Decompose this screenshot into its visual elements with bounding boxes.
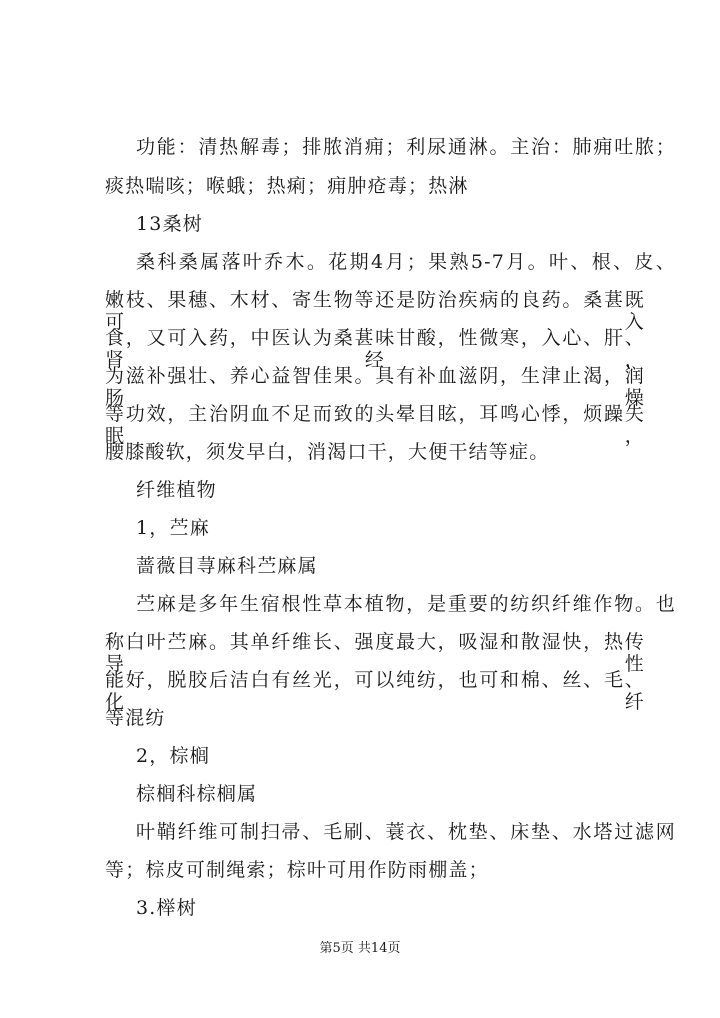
section-heading: 纤维植物 bbox=[136, 479, 217, 501]
section-heading: 13桑树 bbox=[136, 213, 203, 235]
section-heading: 2，棕榈 bbox=[136, 745, 210, 767]
text-line: 桑科桑属落叶乔木。花期4月；果熟5-7月。叶、根、皮、 bbox=[136, 251, 676, 273]
text-line: 蔷薇目荨麻科苎麻属 bbox=[136, 555, 318, 577]
section-heading: 3.榉树 bbox=[136, 897, 197, 919]
text-line: 等功效，主治阴血不足而致的头晕目眩，耳鸣心悸，烦躁失眠， bbox=[105, 403, 645, 447]
text-line: 能好，脱胶后洁白有丝光，可以纯纺，也可和棉、丝、毛、化纤 bbox=[105, 669, 645, 713]
text-line: 食，又可入药，中医认为桑葚味甘酸，性微寒，入心、肝、肾经， bbox=[105, 327, 645, 371]
text-line: 称白叶苎麻。其单纤维长、强度最大，吸湿和散湿快，热传导性 bbox=[105, 631, 645, 675]
page-footer: 第5页 共14页 bbox=[319, 941, 401, 956]
text-line: 功能：清热解毒；排脓消痈；利尿通淋。主治：肺痈吐脓； bbox=[136, 136, 676, 158]
text-line: 痰热喘咳；喉蛾；热痢；痈肿疮毒；热淋 bbox=[105, 175, 469, 197]
text-line: 等混纺 bbox=[105, 707, 166, 729]
text-line: 棕榈科棕榈属 bbox=[136, 783, 258, 805]
text-line: 等；棕皮可制绳索；棕叶可用作防雨棚盖； bbox=[105, 859, 489, 881]
text-line: 嫩枝、果穗、木材、寄生物等还是防治疾病的良药。桑葚既可入 bbox=[105, 289, 645, 333]
text-line: 腰膝酸软，须发早白，消渴口干，大便干结等症。 bbox=[105, 441, 550, 463]
section-heading: 1，苎麻 bbox=[136, 517, 210, 539]
text-line: 为滋补强壮、养心益智佳果。具有补血滋阴，生津止渴，润肠燥 bbox=[105, 365, 645, 409]
text-line: 叶鞘纤维可制扫帚、毛刷、蓑衣、枕垫、床垫、水塔过滤网 bbox=[136, 821, 676, 843]
text-line: 苎麻是多年生宿根性草本植物，是重要的纺织纤维作物。也 bbox=[136, 593, 676, 615]
